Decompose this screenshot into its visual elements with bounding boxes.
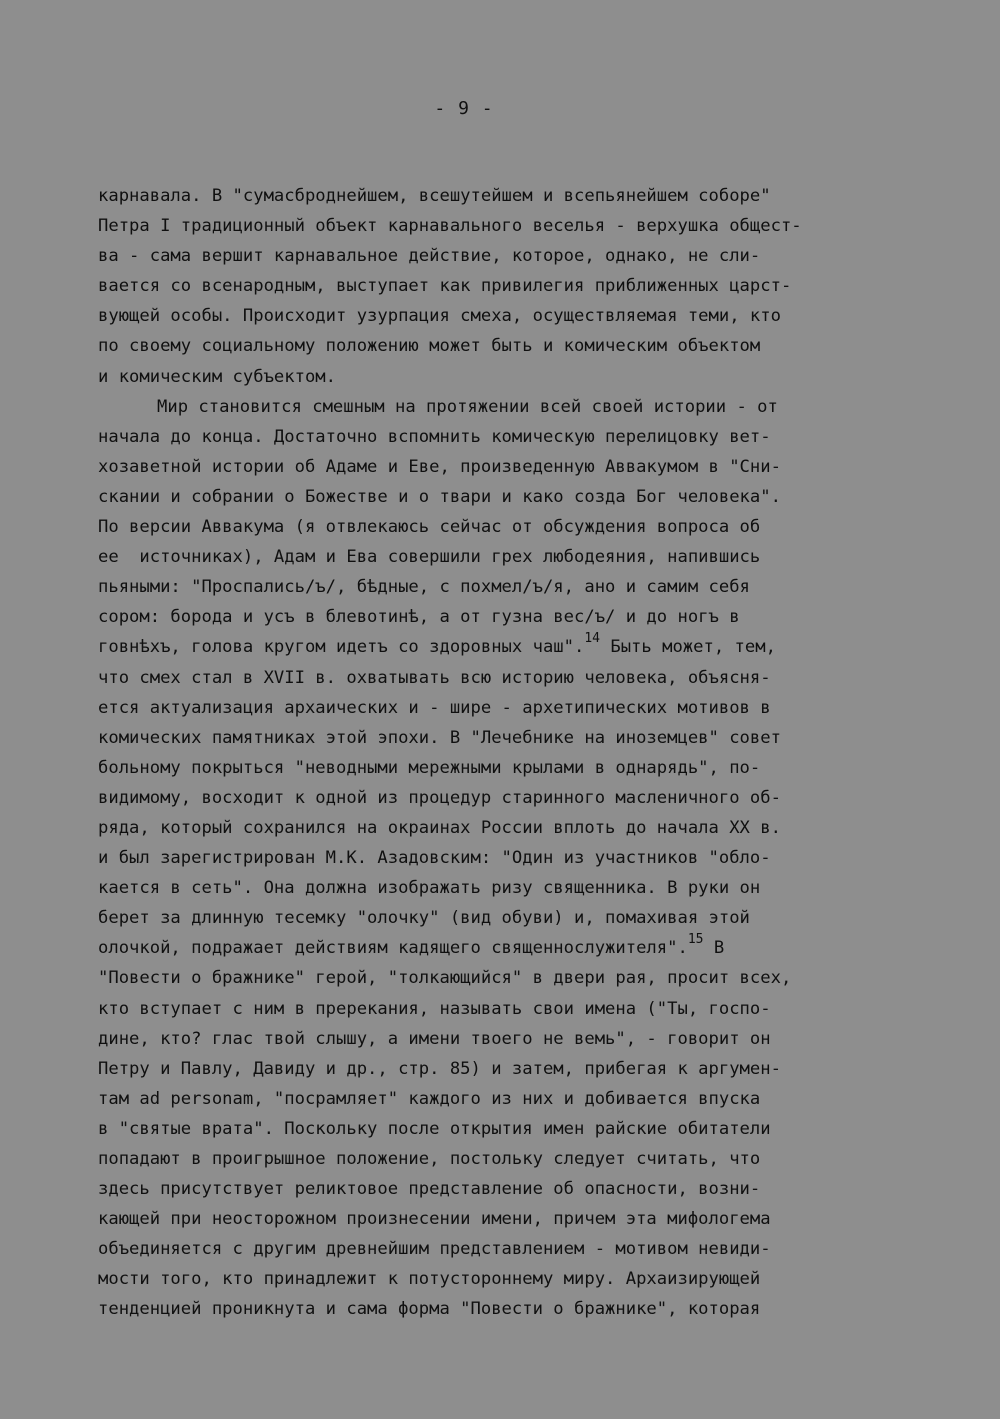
text-line: вается со всенародным, выступает как привилегия приближенных царст- <box>98 276 792 297</box>
text-line: карнавала. В "сумасброднейшем, всешутейшем и всепьянейшем соборе" <box>98 186 771 206</box>
line-continuation: В <box>703 938 725 959</box>
text-line: комических памятниках этой эпохи. В "Лечебнике на иноземцев" совет <box>98 727 781 748</box>
text-line: мости того, кто принадлежит к потустороннему миру. Архаизирующей <box>98 1269 761 1290</box>
text-line: вующей особы. Происходит узурпация смеха, осуществляемая теми, кто <box>98 306 781 327</box>
text-line: ряда, который сохранился на окраинах России вплоть до начала XX в. <box>98 817 781 838</box>
text-line: ва - сама вершит карнавальное действие, которое, однако, не сли- <box>98 246 761 267</box>
footnote-mark: 15 <box>687 931 704 947</box>
text-line: тенденцией проникнута и сама форма "Повести о бражнике", которая <box>98 1299 761 1320</box>
text-line: кто вступает с ним в пререкания, называть свои имена ("Ты, госпо- <box>98 998 771 1019</box>
text-line: пьяными: "Проспались/ъ/, бѣдные, с похмел/ъ/я, ано и самим себя <box>98 577 750 598</box>
text-line: ется актуализация архаических и - шире - архетипических мотивов в <box>98 697 771 718</box>
text-line: По версии Аввакума (я отвлекаюсь сейчас от обсуждения вопроса об <box>98 517 761 538</box>
paragraph-start-line: Мир становится смешным на протяжении всей своей истории - от <box>157 396 778 417</box>
text-line: кается в сеть". Она должна изображать ризу священника. В руки он <box>98 878 761 899</box>
text-line: Петра I традиционный объект карнавального веселья - верхушка общест- <box>98 216 802 237</box>
text-line: в "святые врата". Поскольку после открытия имен райские обитатели <box>98 1118 771 1139</box>
text-line: и был зарегистрирован М.К. Азадовским: "Один из участников "обло- <box>98 848 771 869</box>
text-line: берет за длинную тесемку "олочку" (вид обуви) и, помахивая этой <box>98 908 750 929</box>
line-text: олочкой, подражает действиям кадящего священнослужителя". <box>98 938 688 959</box>
text-line: объединяется с другим древнейшим представлением - мотивом невиди- <box>98 1239 771 1260</box>
text-line: больному покрыться "неводными мережными крылами в однарядь", по- <box>98 757 761 778</box>
text-line: Петру и Павлу, Давиду и др., стр. 85) и затем, прибегая к аргумен- <box>98 1058 781 1079</box>
text-line-with-footnote <box>98 632 928 662</box>
page-number: - 9 - <box>434 98 494 119</box>
text-line: сором: борода и усъ в блевотинѣ, а от гузна вес/ъ/ и до ногъ в <box>98 607 740 628</box>
text-line: и комическим субъектом. <box>98 366 336 387</box>
text-line: начала до конца. Достаточно вспомнить комическую перелицовку вет- <box>98 426 771 447</box>
text-line: дине, кто? глас твой слышу, а имени твоего не вемь", - говорит он <box>98 1028 771 1049</box>
text-line: кающей при неосторожном произнесении имени, причем эта мифологема <box>98 1209 771 1230</box>
text-line: видимому, восходит к одной из процедур старинного масленичного об- <box>98 787 781 808</box>
footnote-mark: 14 <box>584 630 601 646</box>
text-line-with-footnote <box>98 933 928 963</box>
text-line: ее источниках), Адам и Ева совершили грех любодеяния, напившись <box>98 547 761 568</box>
text-line: попадают в проигрышное положение, постольку следует считать, что <box>98 1149 761 1169</box>
line-text: говнѣхъ, голова кругом идетъ со здоровных чаш". <box>98 637 585 658</box>
text-line: хозаветной истории об Адаме и Еве, произведенную Аввакумом в "Сни- <box>98 456 781 477</box>
text-line: "Повести о бражнике" герой, "толкающийся" в двери рая, просит всех, <box>98 968 792 989</box>
text-line: что смех стал в XVII в. охватывать всю историю человека, объясня- <box>98 667 771 688</box>
text-line: здесь присутствует реликтовое представление об опасности, возни- <box>98 1179 761 1200</box>
text-line: там ad personam, "посрамляет" каждого из них и добивается впуска <box>98 1088 761 1109</box>
line-continuation: Быть может, тем, <box>600 637 776 658</box>
body-text <box>98 181 928 1325</box>
text-line: скании и собрании о Божестве и о твари и како созда Бог человека". <box>98 486 781 507</box>
text-line: по своему социальному положению может быть и комическим объектом <box>98 336 761 357</box>
